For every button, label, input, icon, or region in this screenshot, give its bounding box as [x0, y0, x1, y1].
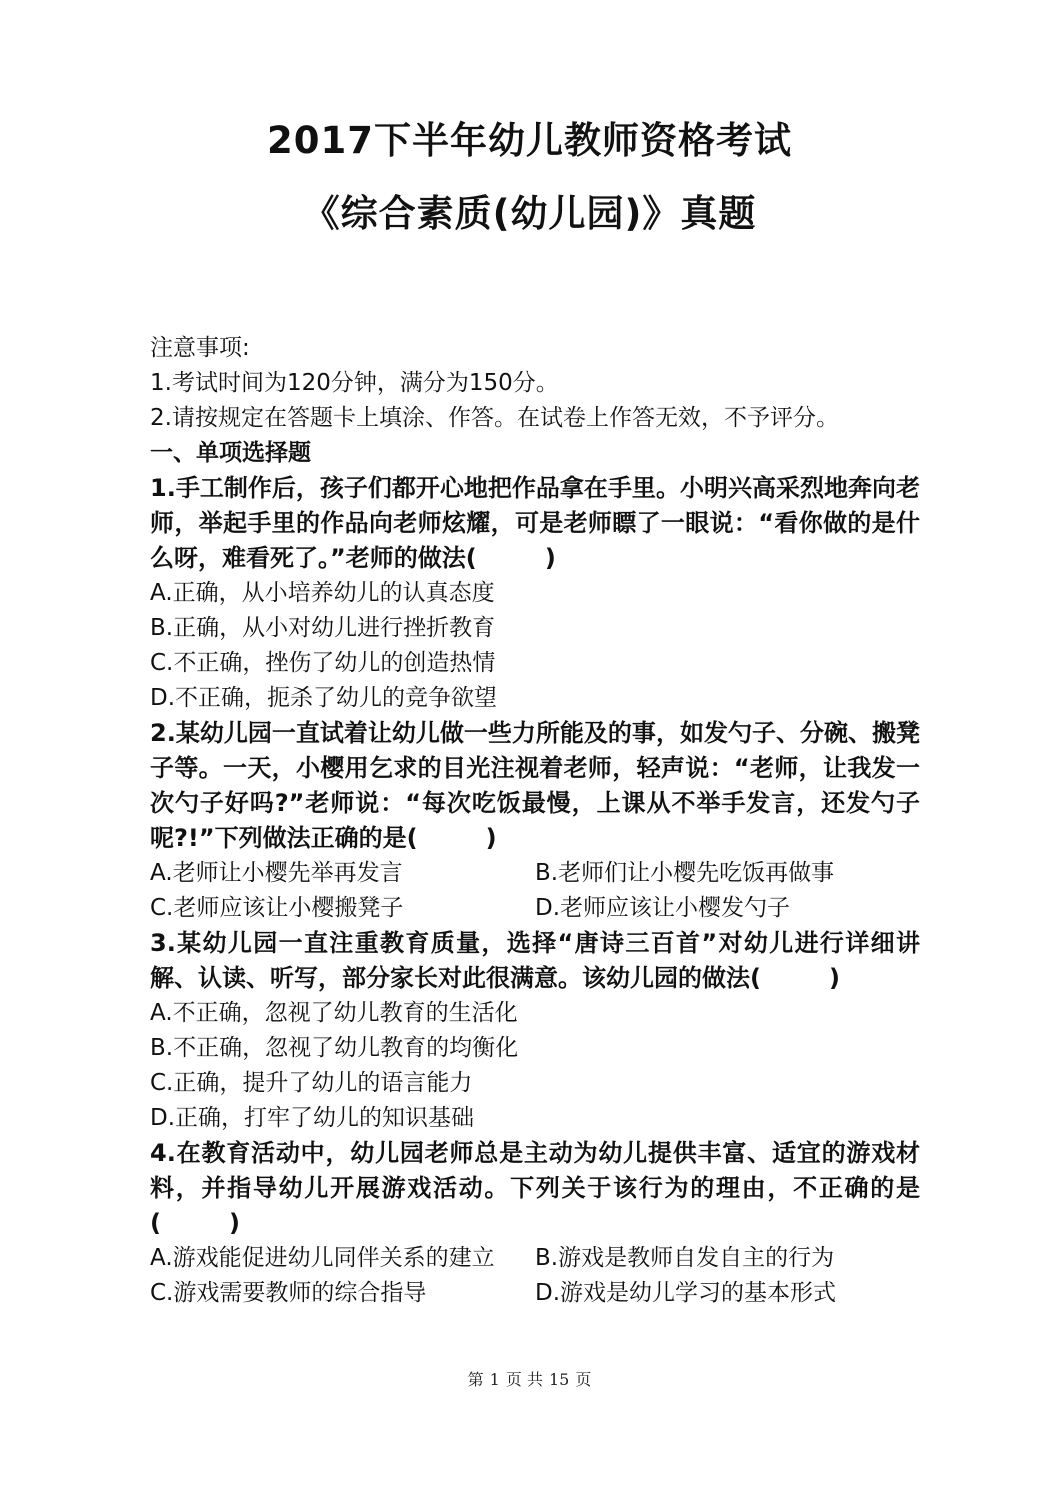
- question-3-option-c: C.正确，提升了幼儿的语言能力: [150, 1070, 473, 1096]
- question-2-stem: [150, 716, 920, 856]
- question-1-option-c: C.不正确，挫伤了幼儿的创造热情: [150, 650, 496, 676]
- question-2-option-c: C.老师应该让小樱搬凳子: [150, 895, 404, 921]
- question-3-option-b: B.不正确，忽视了幼儿教育的均衡化: [150, 1035, 519, 1061]
- question-3-option-d: D.正确，打牢了幼儿的知识基础: [150, 1105, 475, 1131]
- footer-total-pages: 15: [548, 1370, 570, 1389]
- footer-suffix: 页: [575, 1370, 592, 1389]
- answer-blank: ( ): [750, 964, 840, 992]
- question-1-stem: [150, 471, 920, 576]
- question-2-option-a: A.老师让小樱先举再发言: [150, 860, 403, 886]
- answer-blank: ( ): [406, 824, 497, 852]
- question-1-option-a: A.正确，从小培养幼儿的认真态度: [150, 580, 495, 606]
- answer-blank: ( ): [150, 1209, 240, 1237]
- page-footer: [0, 1367, 1059, 1390]
- question-2-option-d: D.老师应该让小樱发勺子: [535, 895, 791, 921]
- notice-item-2: 2.请按规定在答题卡上填涂、作答。在试卷上作答无效，不予评分。: [150, 405, 839, 431]
- question-text: 某幼儿园一直注重教育质量，选择“唐诗三百首”对幼儿进行详细讲解、认读、听写，部分家长对此很满意。该幼儿园的做法: [150, 929, 920, 992]
- notice-heading: 注意事项:: [150, 335, 250, 361]
- footer-mid: 页 共: [505, 1370, 543, 1389]
- footer-page-number: 1: [489, 1370, 500, 1389]
- question-number: 3.: [150, 929, 176, 957]
- document-title-line1: 2017下半年幼儿教师资格考试: [267, 119, 792, 162]
- question-4-option-b: B.游戏是教师自发自主的行为: [535, 1245, 835, 1271]
- exam-content: [150, 330, 920, 1311]
- question-3-stem: [150, 926, 920, 996]
- question-2-option-b: B.老师们让小樱先吃饭再做事: [535, 860, 835, 886]
- question-number: 2.: [150, 719, 176, 747]
- question-1-option-d: D.不正确，扼杀了幼儿的竞争欲望: [150, 685, 498, 711]
- question-number: 4.: [150, 1139, 176, 1167]
- question-1-option-b: B.正确，从小对幼儿进行挫折教育: [150, 615, 496, 641]
- footer-prefix: 第: [467, 1370, 484, 1389]
- answer-blank: ( ): [465, 544, 556, 572]
- question-2-options-row-1: [150, 856, 920, 891]
- question-text: 手工制作后，孩子们都开心地把作品拿在手里。小明兴高采烈地奔向老师，举起手里的作品向老师炫耀，可是老师瞟了一眼说：“看你做的是什么呀，难看死了。”老师的做法: [150, 474, 920, 572]
- question-text: 某幼儿园一直试着让幼儿做一些力所能及的事，如发勺子、分碗、搬凳子等。一天，小樱用乞求的目光注视着老师，轻声说：“老师，让我发一次勺子好吗?”老师说：“每次吃饭最慢，上课从不举手发言，还发勺子呢?!”下列做法正确的是: [150, 719, 920, 852]
- section-title: 一、单项选择题: [150, 440, 311, 466]
- question-2-options-row-2: [150, 891, 920, 926]
- question-4-option-a: A.游戏能促进幼儿同伴关系的建立: [150, 1245, 495, 1271]
- question-3-option-a: A.不正确，忽视了幼儿教育的生活化: [150, 1000, 518, 1026]
- document-title-line2: 《综合素质(幼儿园)》真题: [302, 192, 757, 235]
- question-4-option-c: C.游戏需要教师的综合指导: [150, 1280, 427, 1306]
- question-number: 1.: [150, 474, 176, 502]
- notice-item-1: 1.考试时间为120分钟，满分为150分。: [150, 370, 559, 396]
- question-4-stem: [150, 1136, 920, 1241]
- question-4-options-row-2: [150, 1276, 920, 1311]
- question-text: 在教育活动中，幼儿园老师总是主动为幼儿提供丰富、适宜的游戏材料，并指导幼儿开展游戏活动。下列关于该行为的理由，不正确的是: [150, 1139, 920, 1202]
- question-4-option-d: D.游戏是幼儿学习的基本形式: [535, 1280, 837, 1306]
- question-4-options-row-1: [150, 1241, 920, 1276]
